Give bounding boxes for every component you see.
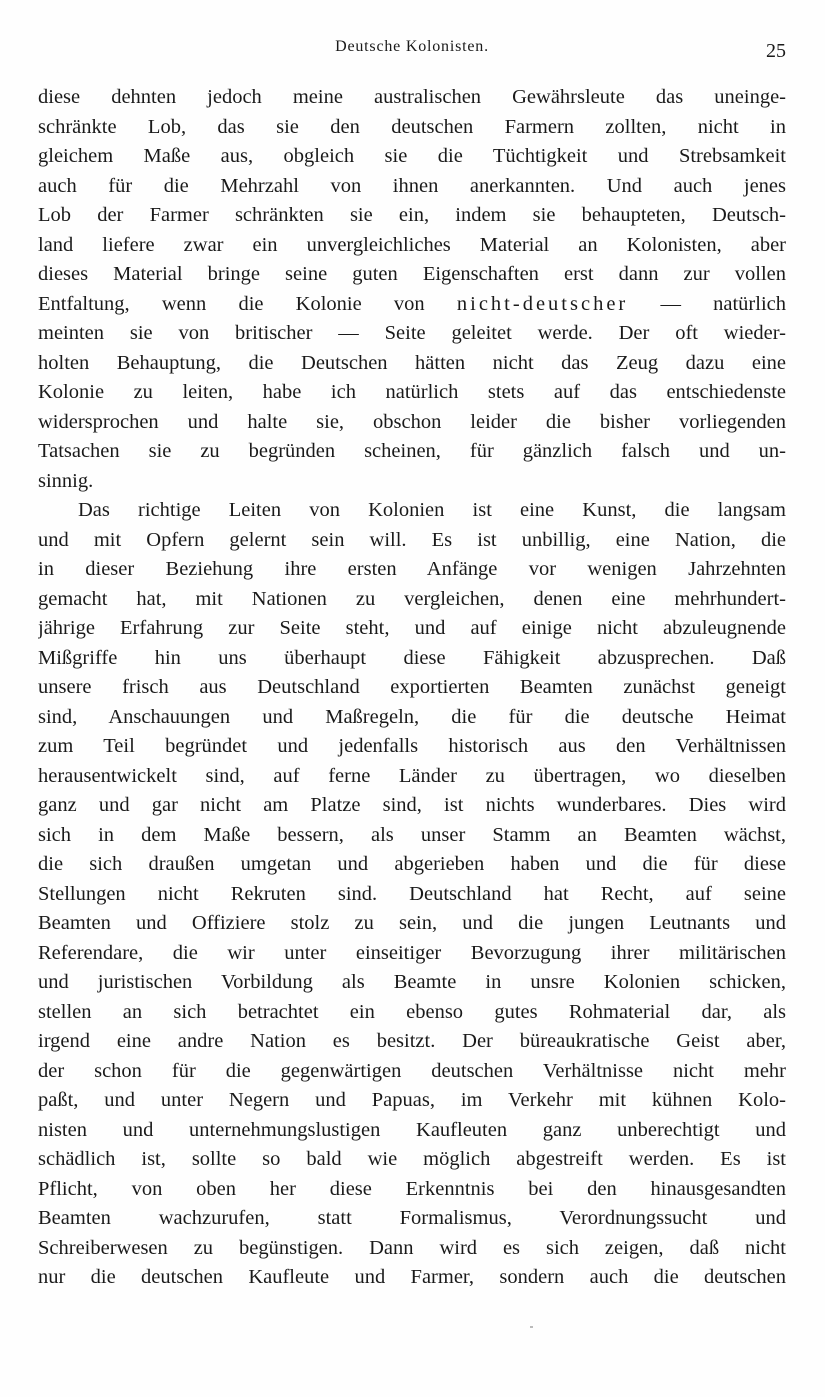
text-line: Lob der Farmer schränkten sie ein, indem sie behaupteten, Deutsch- <box>38 204 786 226</box>
text-line: Das richtige Leiten von Kolonien ist eine Kunst, die langsam <box>78 499 786 521</box>
text-line: sind, Anschauungen und Maßregeln, die für die deutsche Heimat <box>38 705 786 728</box>
text-line: ganz und gar nicht am Platze sind, ist nichts wunderbares. Dies wird <box>38 794 786 816</box>
page-header <box>38 38 786 64</box>
emphasized-word: nicht-deutscher <box>456 292 629 315</box>
text-line: meinten sie von britischer — Seite geleitet werde. Der oft wieder- <box>38 322 786 344</box>
text-line: Stellungen nicht Rekruten sind. Deutschland hat Recht, auf seine <box>38 882 786 905</box>
text-line: stellen an sich betrachtet ein ebenso gutes Rohmaterial dar, als <box>38 1000 786 1023</box>
text-line: schädlich ist, sollte so bald wie möglich abgestreift werden. Es ist <box>38 1148 786 1170</box>
running-head: Deutsche Kolonisten. <box>335 38 489 55</box>
text-line: dieses Material bringe seine guten Eigenschaften erst dann zur vollen <box>38 263 786 285</box>
text-line: und mit Opfern gelernt sein will. Es ist unbillig, eine Nation, die <box>38 528 786 551</box>
text-line: gemacht hat, mit Nationen zu vergleichen, denen eine mehrhundert- <box>38 587 786 610</box>
text-line: jährige Erfahrung zur Seite steht, und auf einige nicht abzuleugnende <box>38 617 786 639</box>
text-line: herausentwickelt sind, auf ferne Länder zu übertragen, wo dieselben <box>38 764 786 787</box>
text-segment: — natürlich <box>628 292 786 315</box>
text-line: Schreiberwesen zu begünstigen. Dann wird es sich zeigen, daß nicht <box>38 1236 786 1259</box>
text-segment: Entfaltung, wenn die Kolonie von <box>38 292 457 315</box>
text-line: der schon für die gegenwärtigen deutschen Verhältnisse nicht mehr <box>38 1059 786 1082</box>
text-line: land liefere zwar ein unvergleichliches Material an Kolonisten, aber <box>38 233 786 256</box>
text-line: zum Teil begründet und jedenfalls historisch aus den Verhältnissen <box>38 735 786 757</box>
text-line: nisten und unternehmungslustigen Kaufleuten ganz unberechtigt und <box>38 1118 786 1141</box>
text-line: Pflicht, von oben her diese Erkenntnis bei den hinausgesandten <box>38 1177 786 1200</box>
page-speck <box>530 1326 533 1328</box>
text-line: Mißgriffe hin uns überhaupt diese Fähigkeit abzusprechen. Daß <box>38 646 786 669</box>
text-line: nur die deutschen Kaufleute und Farmer, sondern auch die deutschen <box>38 1266 786 1288</box>
text-line: und juristischen Vorbildung als Beamte in unsre Kolonien schicken, <box>38 971 786 993</box>
text-line: auch für die Mehrzahl von ihnen anerkannten. Und auch jenes <box>38 174 786 197</box>
page-number: 25 <box>766 40 786 62</box>
text-line: schränkte Lob, das sie den deutschen Farmern zollten, nicht in <box>38 115 786 138</box>
text-line: holten Behauptung, die Deutschen hätten nicht das Zeug dazu eine <box>38 351 786 374</box>
text-line: Kolonie zu leiten, habe ich natürlich stets auf das entschiedenste <box>38 381 786 403</box>
text-line: irgend eine andre Nation es besitzt. Der büreaukratische Geist aber, <box>38 1030 786 1052</box>
text-line: Referendare, die wir unter einseitiger Bevorzugung ihrer militärischen <box>38 941 786 964</box>
text-line: die sich draußen umgetan und abgerieben haben und die für diese <box>38 853 786 875</box>
text-line: sinnig. <box>38 469 94 492</box>
text-line: widersprochen und halte sie, obschon leider die bisher vorliegenden <box>38 410 786 433</box>
body-text <box>38 83 786 1293</box>
text-line: diese dehnten jedoch meine australischen Gewährsleute das uneinge- <box>38 86 786 108</box>
text-line <box>38 290 786 320</box>
text-line: Tatsachen sie zu begründen scheinen, für gänzlich falsch und un- <box>38 440 786 462</box>
text-line: Beamten wachzurufen, statt Formalismus, Verordnungssucht und <box>38 1207 786 1229</box>
text-line: unsere frisch aus Deutschland exportierten Beamten zunächst geneigt <box>38 676 786 698</box>
text-line: paßt, und unter Negern und Papuas, im Verkehr mit kühnen Kolo- <box>38 1089 786 1111</box>
text-line: sich in dem Maße bessern, als unser Stamm an Beamten wächst, <box>38 823 786 846</box>
text-line: in dieser Beziehung ihre ersten Anfänge vor wenigen Jahrzehnten <box>38 558 786 580</box>
text-line: Beamten und Offiziere stolz zu sein, und die jungen Leutnants und <box>38 912 786 934</box>
text-line: gleichem Maße aus, obgleich sie die Tüchtigkeit und Strebsamkeit <box>38 145 786 167</box>
